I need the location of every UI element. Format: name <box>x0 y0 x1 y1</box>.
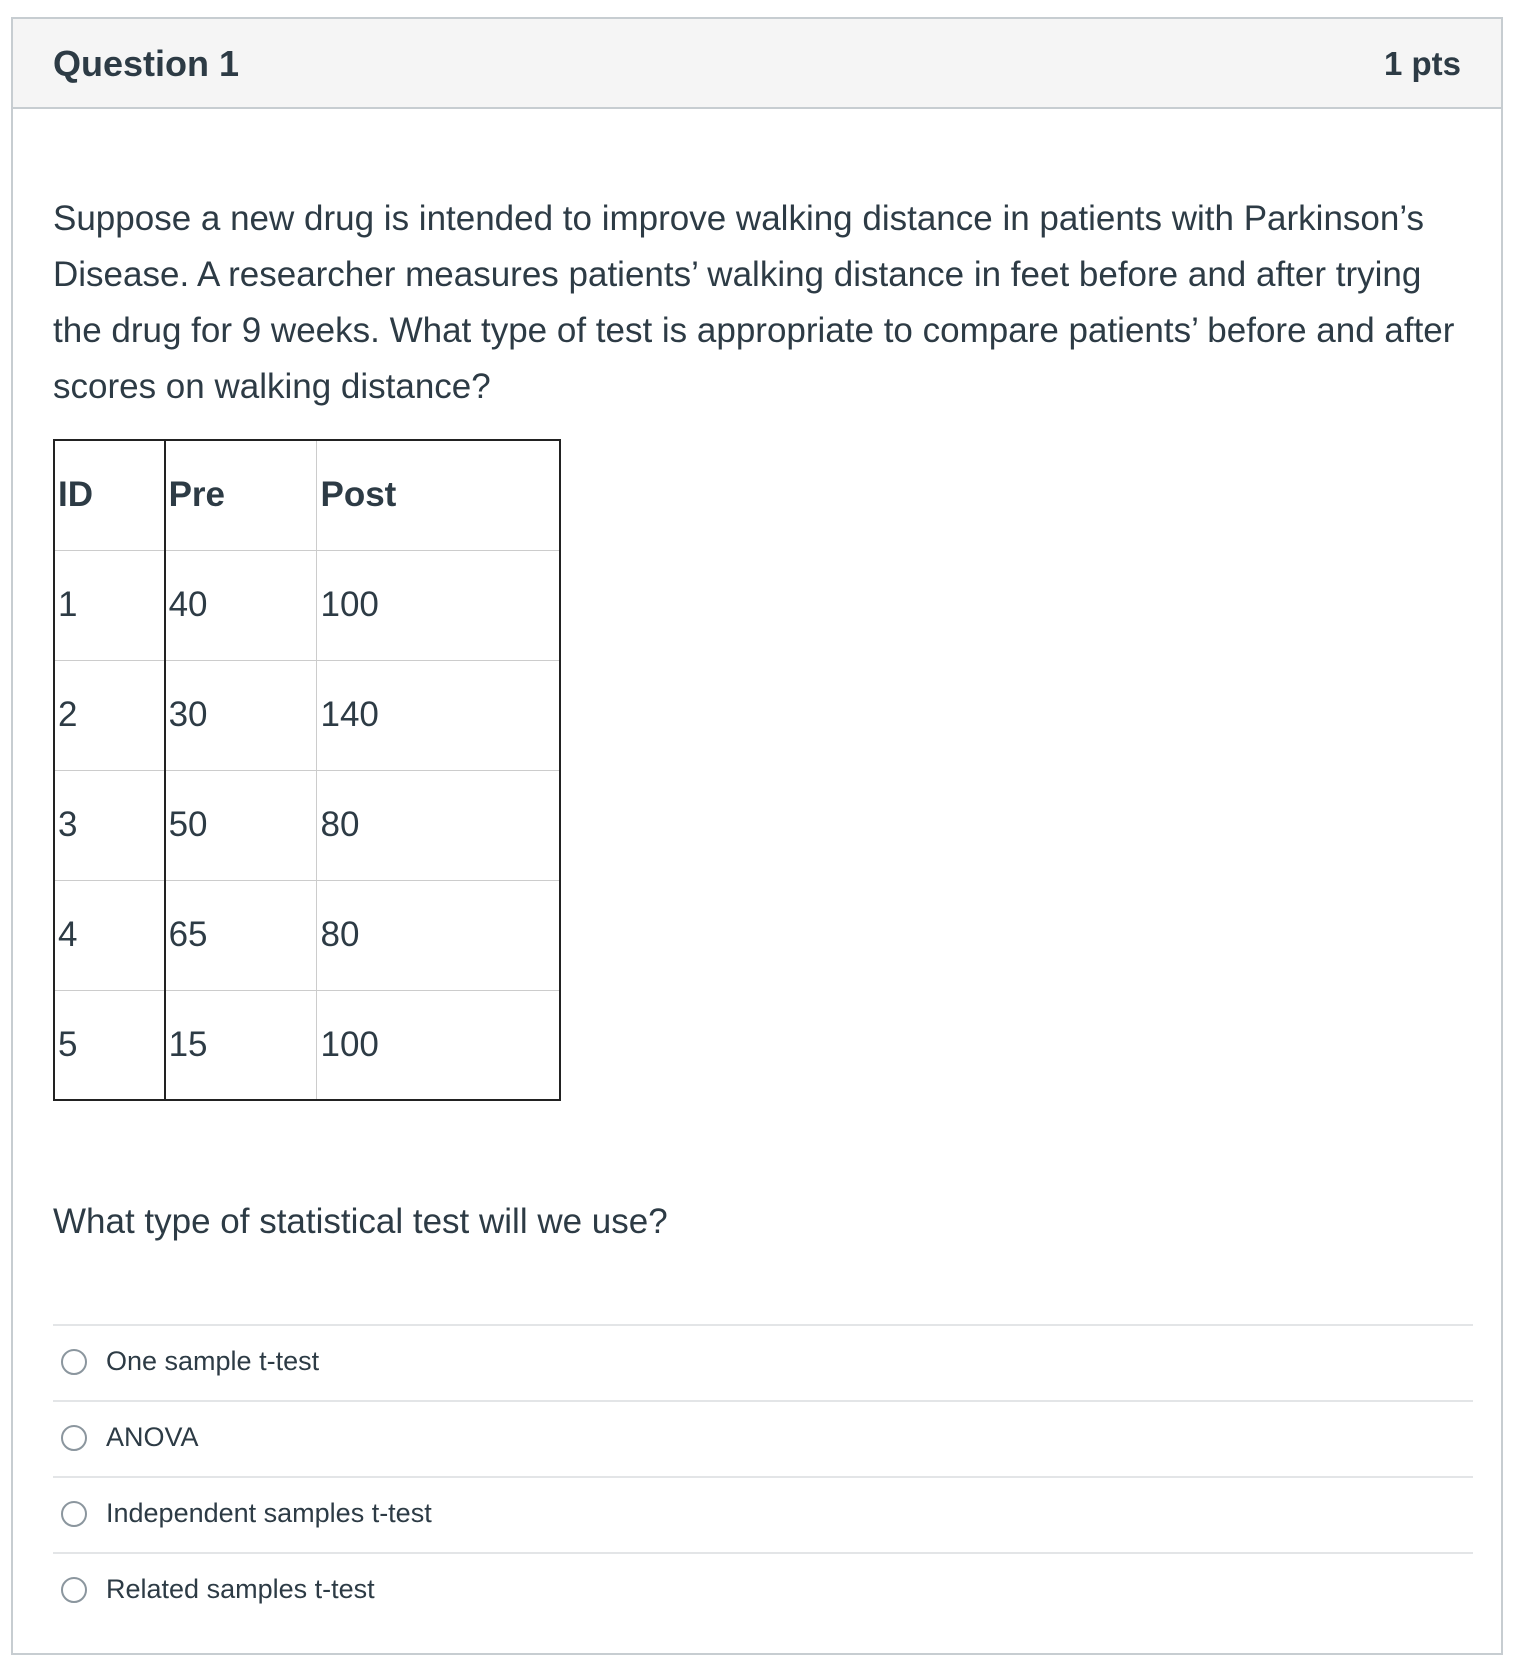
table-cell-id: 1 <box>54 550 165 660</box>
table-row <box>54 770 560 880</box>
table-cell-post: 100 <box>317 550 560 660</box>
table-header-row <box>54 440 560 550</box>
question-card <box>11 17 1503 1655</box>
table-header-post: Post <box>317 440 560 550</box>
table-cell-post: 140 <box>317 660 560 770</box>
question-points: 1 pts <box>1383 45 1461 82</box>
table-row <box>54 550 560 660</box>
answer-option-related[interactable] <box>53 1554 1473 1630</box>
answer-label[interactable]: Independent samples t-test <box>106 1498 432 1528</box>
table-cell-post: 80 <box>317 880 560 990</box>
table-row <box>54 990 560 1100</box>
table-cell-id: 3 <box>54 770 165 880</box>
radio-button[interactable] <box>61 1349 87 1375</box>
answer-label[interactable]: One sample t-test <box>106 1346 320 1376</box>
question-title: Question 1 <box>53 43 240 84</box>
table-row <box>54 880 560 990</box>
table-cell-post: 80 <box>317 770 560 880</box>
table-cell-pre: 65 <box>165 880 317 990</box>
table-cell-pre: 50 <box>165 770 317 880</box>
answer-option-anova[interactable] <box>53 1402 1473 1478</box>
table-cell-pre: 40 <box>165 550 317 660</box>
table-cell-id: 5 <box>54 990 165 1100</box>
table-header-id: ID <box>54 440 165 550</box>
table-cell-id: 2 <box>54 660 165 770</box>
radio-button[interactable] <box>61 1501 87 1527</box>
table-cell-id: 4 <box>54 880 165 990</box>
radio-button[interactable] <box>61 1425 87 1451</box>
answer-option-independent[interactable] <box>53 1478 1473 1554</box>
answer-list <box>53 1324 1473 1630</box>
answer-option-one-sample[interactable] <box>53 1326 1473 1402</box>
answer-label[interactable]: Related samples t-test <box>106 1574 375 1604</box>
table-cell-pre: 15 <box>165 990 317 1100</box>
table-row <box>54 660 560 770</box>
question-header <box>13 19 1501 109</box>
answer-label[interactable]: ANOVA <box>106 1422 199 1452</box>
data-table <box>53 439 561 1101</box>
radio-button[interactable] <box>61 1577 87 1603</box>
question-prompt: What type of statistical test will we use? <box>53 1202 668 1241</box>
question-text: Suppose a new drug is intended to improve walking distance in patients with Parkinson’s Disease. A researcher measures patients’ walking distance in feet before and after trying the drug for 9 weeks. What type of test is appropriate to compare patients’ before and after scores on walking distance? <box>53 199 1455 406</box>
table-cell-post: 100 <box>317 990 560 1100</box>
table-cell-pre: 30 <box>165 660 317 770</box>
table-header-pre: Pre <box>165 440 317 550</box>
